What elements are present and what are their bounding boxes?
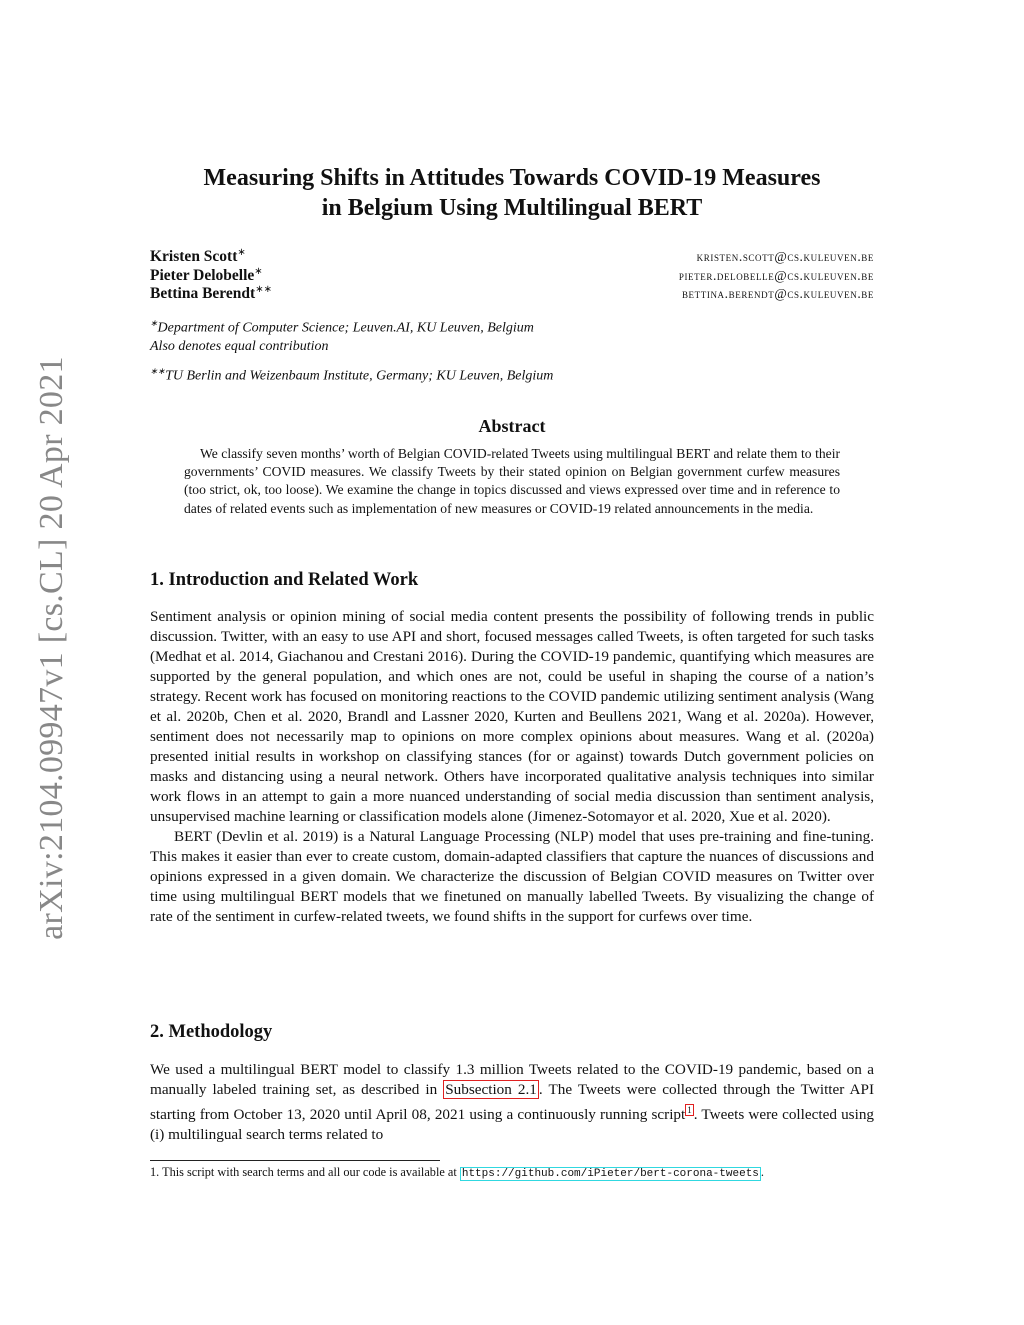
author-row — [150, 284, 874, 303]
author-name: Bettina Berendt∗∗ — [150, 284, 272, 303]
title-line-1: Measuring Shifts in Attitudes Towards COVID-19 Measures — [203, 165, 821, 191]
github-link[interactable]: https://github.com/iPieter/bert-corona-tweets — [461, 1168, 759, 1180]
paper-title — [150, 163, 874, 223]
author-email[interactable]: pieter.delobelle@cs.kuleuven.be — [678, 267, 874, 283]
affiliation-2: ∗∗TU Berlin and Weizenbaum Institute, Germany; KU Leuven, Belgium — [150, 366, 554, 384]
paragraph: BERT (Devlin et al. 2019) is a Natural Language Processing (NLP) model that uses pre-training and fine-tuning. This makes it easier than ever to create custom, domain-adapted classifiers that capture the nuances of discussions and opinions expressed in a given domain. We characterize the discussion of Belgian COVID measures on Twitter over time using multilingual BERT models that we finetuned on manually labelled Tweets. By visualizing the change of rate of the sentiment in curfew-related tweets, we found shifts in the support for curfews over time. — [150, 828, 874, 925]
title-line-2: in Belgium Using Multilingual BERT — [321, 195, 703, 221]
subsection-link[interactable]: Subsection 2.1 — [445, 1081, 537, 1098]
footnote-link[interactable]: 1 — [687, 1105, 692, 1115]
author-name: Kristen Scott∗ — [150, 247, 246, 266]
section-1-body — [150, 607, 874, 927]
author-row — [150, 266, 874, 285]
section-2-heading: 2. Methodology — [150, 1022, 273, 1042]
abstract-heading: Abstract — [478, 416, 546, 436]
affiliation-1: ∗Department of Computer Science; Leuven.AI, KU Leuven, Belgium Also denotes equal contribution — [150, 318, 534, 354]
footnote-divider — [150, 1160, 440, 1161]
arxiv-identifier: arXiv:2104.09947v1 [cs.CL] 20 Apr 2021 — [33, 356, 70, 940]
author-name: Pieter Delobelle∗ — [150, 265, 263, 284]
footnote: 1. This script with search terms and all our code is available at https://github.com/iPieter/bert-corona-tweets . — [150, 1165, 764, 1180]
paragraph: Sentiment analysis or opinion mining of social media content presents the possibility of following trends in public discussion. Twitter, with an easy to use API and short, focused messages called Tweets, is often targeted for such tasks (Medhat et al. 2014, Giachanou and Crestani 2016). During the COVID-19 pandemic, quantifying which measures are supported by the general population, and which ones are not, could be useful in shaping the course of a nation’s strategy. Recent work has focused on monitoring reactions to the COVID pandemic utilizing sentiment analysis (Wang et al. 2020b, Chen et al. 2020, Brandl and Lassner 2020, Kurten and Beullens 2021, Wang et al. 2020a). However, sentiment does not necessarily map to opinions on more complex opinions about measures. Wang et al. (2020a) presented initial results in workshop on classifying stances (for or against) towards Dutch government policies on masks and distancing using a neural network. Others have incorporated qualitative analysis techniques into similar work flows in an attempt to gain a more nuanced understanding of social media discussion than sentiment analysis, unsupervised machine learning or classification models alone (Jimenez-Sotomayor et al. 2020, Xue et al. 2020). — [150, 608, 874, 825]
section-1-heading: 1. Introduction and Related Work — [150, 570, 419, 590]
author-email[interactable]: kristen.scott@cs.kuleuven.be — [696, 249, 874, 265]
author-list — [150, 247, 874, 303]
abstract-text: We classify seven months’ worth of Belgian COVID-related Tweets using multilingual BERT and relate them to their governments’ COVID measures. We classify Tweets by their stated opinion on Belgian government curfew measures (too strict, ok, too loose). We examine the change in topics discussed and views expressed over time and in reference to dates of related events such as implementation of new measures or COVID-19 related announcements in the media. — [184, 446, 840, 516]
author-row — [150, 247, 874, 266]
paragraph: We used a multilingual BERT model to classify 1.3 million Tweets related to the COVID-19 pandemic, based on a manually labeled training set, as described in Subsection 2.1 . The Tweets were collected through the Twitter API starting from October 13, 2020 until April 08, 2021 using a continuously running script $^1$ . Tweets were collected using (i) multilingual search terms related to — [150, 1061, 875, 1144]
author-email[interactable]: bettina.berendt@cs.kuleuven.be — [681, 286, 874, 302]
section-2-body — [150, 1060, 874, 1145]
equal-contribution-note: Also denotes equal contribution — [150, 338, 329, 354]
